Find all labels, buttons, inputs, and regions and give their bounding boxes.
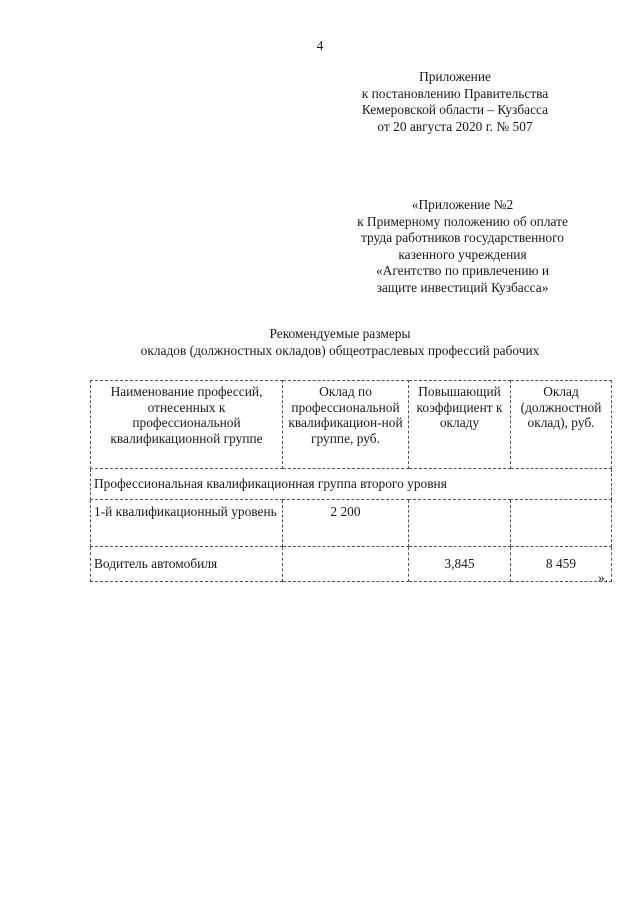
appendix-2-line: «Агентство по привлечению и	[375, 263, 550, 278]
appendix-header-line: Кемеровской области – Кузбасса	[361, 102, 549, 117]
appendix-header-line: к постановлению Правительства	[361, 85, 549, 101]
table-row	[91, 547, 612, 582]
cell-profession: Водитель автомобиля	[91, 547, 283, 582]
appendix-header	[340, 69, 570, 135]
appendix-2-header	[335, 197, 590, 296]
table-header-row	[91, 381, 612, 469]
table-group-row	[91, 469, 612, 500]
cell-group-salary: 2 200	[283, 500, 409, 547]
salary-table	[90, 380, 612, 582]
cell-coefficient: 3,845	[409, 547, 511, 582]
appendix-2-line: «Приложение №2	[411, 197, 514, 212]
table-title-line-2: окладов (должностных окладов) общеотраслевых профессий рабочих	[140, 342, 540, 358]
table-title-line-1: Рекомендуемые размеры	[269, 326, 411, 341]
appendix-2-line: защите инвестиций Кузбасса»	[376, 279, 549, 295]
cell-coefficient	[409, 500, 511, 547]
appendix-2-line: казенного учреждения	[398, 246, 527, 262]
appendix-2-line: труда работников государственного	[361, 230, 564, 245]
appendix-header-line: от 20 августа 2020 г. № 507	[377, 118, 533, 134]
table-row	[91, 500, 612, 547]
header-position-salary: Оклад (должностной оклад), руб.	[511, 381, 612, 469]
cell-position-salary	[511, 500, 612, 547]
appendix-header-line: Приложение	[419, 69, 491, 84]
header-profession: Наименование профессий, отнесенных к профессиональной квалификационной группе	[91, 381, 283, 469]
cell-group-salary	[283, 547, 409, 582]
page-number: 4	[316, 38, 324, 53]
cell-profession: 1-й квалификационный уровень	[91, 500, 283, 547]
header-group-salary: Оклад по профессиональной квалификацион-ной группе, руб.	[283, 381, 409, 469]
cell-position-salary: 8 459	[511, 547, 612, 582]
group-title: Профессиональная квалификационная группа второго уровня	[91, 469, 612, 500]
closing-quote: ».	[598, 570, 609, 585]
table-title	[0, 326, 640, 359]
appendix-2-line: к Примерному положению об оплате	[357, 213, 568, 229]
header-coefficient: Повышающий коэффициент к окладу	[409, 381, 511, 469]
